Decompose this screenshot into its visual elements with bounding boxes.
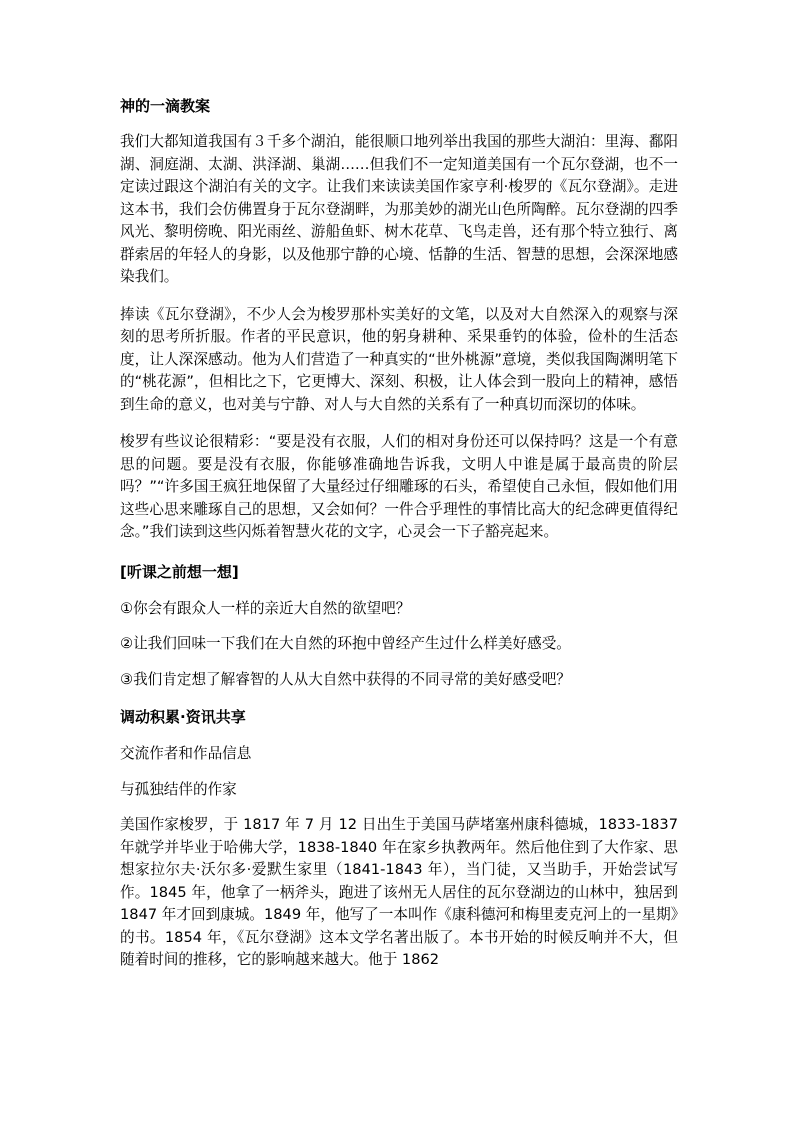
sub-heading-lonely-writer: 与孤独结伴的作家 bbox=[120, 780, 237, 798]
intro-paragraph-1: 我们大都知道我国有３千多个湖泊，能很顺口地列举出我国的那些大湖泊：里海、鄱阳湖、洞庭湖、太湖、洪泽湖、巢湖……但我们不一定知道美国有一个瓦尔登湖，也不一定读过跟这个湖泊有关的文字。让我们来读读美国作家亨利·梭罗的《瓦尔登湖》。走进这本书，我们会仿佛置身于瓦尔登湖畔，为那美妙的湖光山色所陶醉。瓦尔登湖的四季风光、黎明傍晚、阳光雨丝、游船鱼虾、树木花草、飞鸟走兽，还有那个特立独行、离群索居的年轻人的身影，以及他那宁静的心境、恬静的生活、智慧的思想，会深深地感染我们。 bbox=[120, 133, 678, 285]
pre-class-heading: [听课之前想一想] bbox=[120, 562, 239, 581]
document-title: 神的一滴教案 bbox=[120, 97, 211, 115]
author-paragraph: 美国作家梭罗，于 1817 年 7 月 12 日出生于美国马萨堵塞州康科德城，1833-1837 年就学并毕业于哈佛大学，1838-1840 年在家乡执教两年。然后他住到了大作家、思想家拉尔夫·沃尔多·爱默生家里（1841-1843 年），当门徒，又当助手，开始尝试写作。1845 年，他拿了一柄斧头，跑进了该州无人居住的瓦尔登湖边的山林中，独居到 1847 年才回到康城。1849 年，他写了一本叫作《康科德河和梅里麦克河上的一星期》的书。1854 年，《瓦尔登湖》这本文学名著出版了。本书开始的时候反响并不大，但随着时间的推移，它的影响越来越大。他于 1862 bbox=[120, 816, 678, 968]
pre-class-question-1: ①你会有跟众人一样的亲近大自然的欲望吧？ bbox=[120, 599, 411, 617]
section-heading: 调动积累·资讯共享 bbox=[120, 708, 246, 726]
pre-class-question-3: ③我们肯定想了解睿智的人从大自然中获得的不同寻常的美好感受吧？ bbox=[120, 670, 571, 688]
intro-paragraph-3: 梭罗有些议论很精彩：“要是没有衣服，人们的相对身份还可以保持吗？这是一个有意思的问题。要是没有衣服，你能够准确地告诉我，文明人中谁是属于最高贵的阶层吗？”“许多国王疯狂地保留了大量经过仔细雕琢的石头，希望使自己永恒，假如他们用这些心思来雕琢自己的思想，又会如何？一件合乎理性的事情比高大的纪念碑更值得纪念。”我们读到这些闪烁着智慧火花的文字，心灵会一下子豁亮起来。 bbox=[120, 433, 678, 540]
document-page bbox=[120, 93, 678, 972]
pre-class-question-2: ②让我们回味一下我们在大自然的环抱中曾经产生过什么样美好感受。 bbox=[120, 635, 571, 652]
sub-heading-author-info: 交流作者和作品信息 bbox=[120, 745, 252, 762]
intro-paragraph-2: 捧读《瓦尔登湖》，不少人会为梭罗那朴实美好的文笔，以及对大自然深入的观察与深刻的思考所折服。作者的平民意识，他的躬身耕种、采果垂钓的体验，俭朴的生活态度，让人深深感动。他为人们营造了一种真实的“世外桃源”意境，类似我国陶渊明笔下的“桃花源”，但相比之下，它更博大、深刻、积极，让人体会到一股向上的精神，感悟到生命的意义，也对美与宁静、对人与大自然的关系有了一种真切而深切的体味。 bbox=[120, 305, 678, 413]
